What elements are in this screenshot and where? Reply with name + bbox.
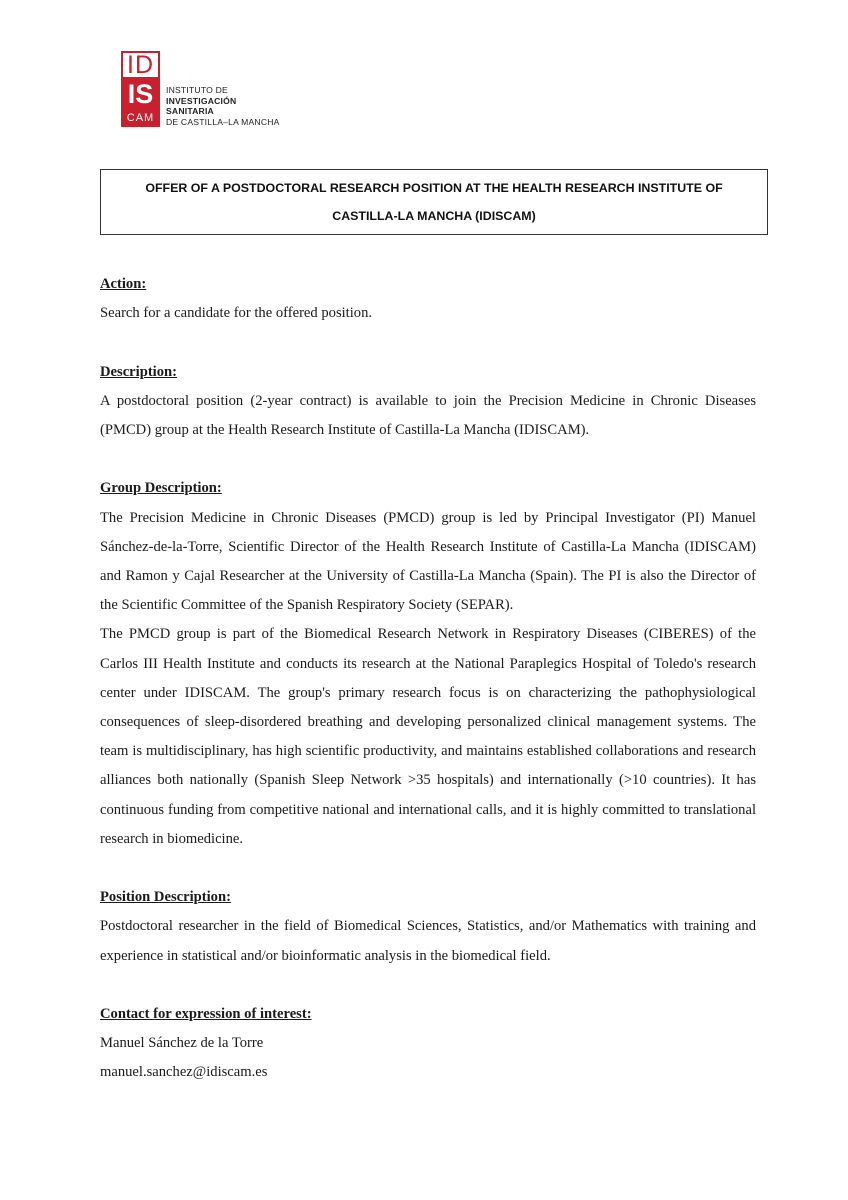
logo-line-3: SANITARIA (166, 106, 214, 116)
logo-mark (121, 51, 160, 127)
position-description-heading: Position Description: (100, 889, 231, 906)
logo-mark-bottom: CAM (121, 109, 160, 127)
logo-mark-top: ID (121, 51, 160, 79)
position-description-text: Postdoctoral researcher in the field of Biomedical Sciences, Statistics, and/or Mathematics with training and experience in statistical and/or bioinformatic analysis in the biomedical field. (100, 918, 756, 964)
group-description-paragraph-2: The PMCD group is part of the Biomedical Research Network in Respiratory Diseases (CIBERES) of the Carlos III Health Institute and conducts its research at the National Paraplegics Hospital of Toledo's research center under IDISCAM. The group's primary research focus is on characterizing the pathophysiological consequences of sleep-disordered breathing and developing personalized clinical management systems. The team is multidisciplinary, has high scientific productivity, and maintains established collaborations and research alliances both nationally (Spanish Sleep Network >35 hospitals) and internationally (>10 countries). It has continuous funding from competitive national and international calls, and it is highly committed to translational research in biomedicine. (100, 626, 756, 847)
description-heading: Description: (100, 363, 178, 380)
action-heading: Action: (100, 276, 147, 292)
logo-wordmark (166, 85, 280, 127)
document-title-line-2: CASTILLA-LA MANCHA (IDISCAM) (332, 209, 536, 223)
logo-line-2: INVESTIGACIÓN (166, 95, 237, 106)
group-description-heading: Group Description: (100, 480, 222, 497)
logo-mark-middle: IS (121, 79, 160, 109)
contact-name: Manuel Sánchez de la Torre (100, 1035, 264, 1052)
logo-line-4: DE CASTILLA–LA MANCHA (166, 116, 280, 127)
group-description-paragraph-1: The Precision Medicine in Chronic Diseases (PMCD) group is led by Principal Investigator (PI) Manuel Sánchez-de-la-Torre, Scientific Director of the Health Research Institute of Castilla-La Mancha (IDISCAM) and Ramon y Cajal Researcher at the University of Castilla-La Mancha (Spain). The PI is also the Director of the Scientific Committee of the Spanish Respiratory Society (SEPAR). (100, 509, 756, 614)
contact-email[interactable]: manuel.sanchez@idiscam.es (100, 1064, 268, 1081)
contact-heading: Contact for expression of interest: (100, 1006, 312, 1023)
action-text: Search for a candidate for the offered position. (100, 305, 373, 322)
description-text: A postdoctoral position (2-year contract) is available to join the Precision Medicine in Chronic Diseases (PMCD) group at the Health Research Institute of Castilla-La Mancha (IDISCAM). (100, 392, 756, 438)
document-title-line-1: OFFER OF A POSTDOCTORAL RESEARCH POSITION AT THE HEALTH RESEARCH INSTITUTE OF (145, 181, 723, 195)
document-title-box (100, 169, 768, 235)
logo-line-1: INSTITUTO DE (166, 85, 228, 95)
idiscam-logo (121, 51, 280, 127)
document-body (100, 270, 756, 1088)
